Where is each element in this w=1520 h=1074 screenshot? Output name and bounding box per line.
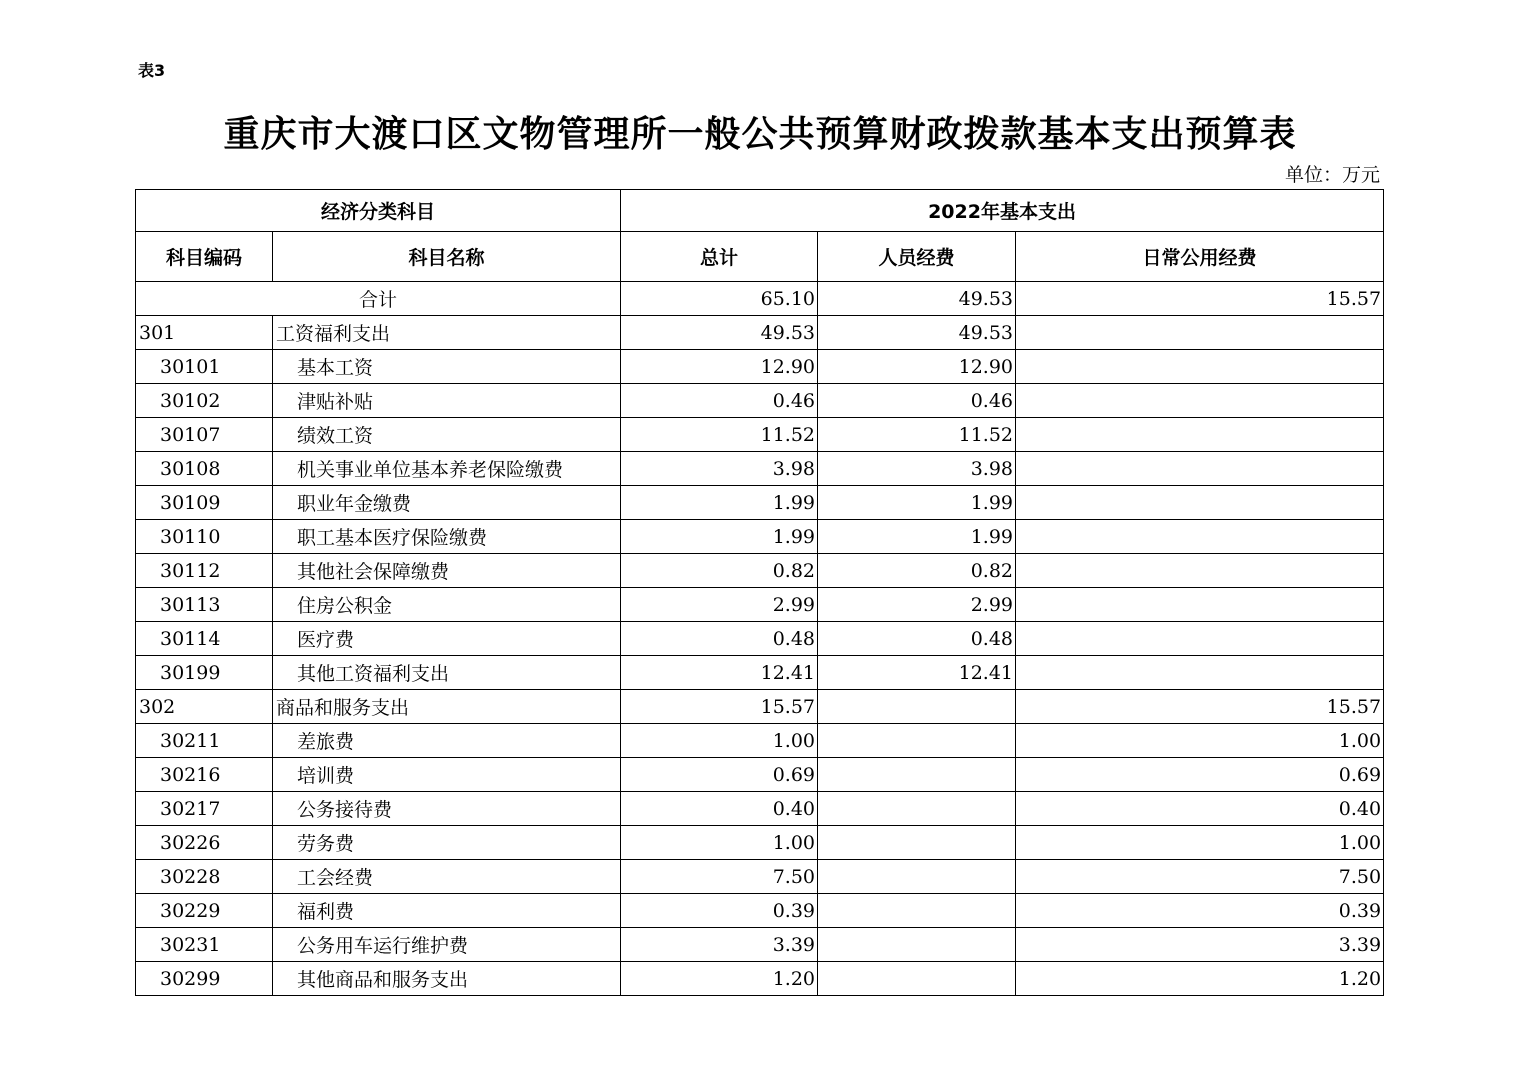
row-public — [1016, 520, 1384, 554]
header-group-row — [136, 190, 1384, 232]
row-code: 301 — [136, 316, 273, 350]
row-total: 15.57 — [621, 690, 818, 724]
row-public: 15.57 — [1016, 690, 1384, 724]
table-row — [136, 418, 1384, 452]
row-personnel: 0.82 — [818, 554, 1016, 588]
row-total: 7.50 — [621, 860, 818, 894]
row-code: 30217 — [136, 792, 273, 826]
row-total: 3.98 — [621, 452, 818, 486]
row-personnel: 1.99 — [818, 520, 1016, 554]
row-code: 302 — [136, 690, 273, 724]
row-name: 职业年金缴费 — [273, 486, 621, 520]
table-row — [136, 690, 1384, 724]
row-code: 30113 — [136, 588, 273, 622]
row-personnel — [818, 758, 1016, 792]
total-total: 65.10 — [621, 282, 818, 316]
row-public: 0.39 — [1016, 894, 1384, 928]
row-name: 福利费 — [273, 894, 621, 928]
table-row — [136, 350, 1384, 384]
row-name: 机关事业单位基本养老保险缴费 — [273, 452, 621, 486]
table-number: 表3 — [138, 61, 166, 80]
row-name: 培训费 — [273, 758, 621, 792]
row-personnel: 0.48 — [818, 622, 1016, 656]
row-personnel: 1.99 — [818, 486, 1016, 520]
header-code: 科目编码 — [136, 232, 273, 282]
row-code: 30229 — [136, 894, 273, 928]
row-code: 30216 — [136, 758, 273, 792]
row-name: 劳务费 — [273, 826, 621, 860]
row-total: 0.46 — [621, 384, 818, 418]
row-total: 0.39 — [621, 894, 818, 928]
row-personnel — [818, 690, 1016, 724]
row-code: 30199 — [136, 656, 273, 690]
row-public: 0.69 — [1016, 758, 1384, 792]
row-public: 1.00 — [1016, 724, 1384, 758]
row-total: 0.40 — [621, 792, 818, 826]
row-public — [1016, 656, 1384, 690]
row-public — [1016, 384, 1384, 418]
row-public: 1.20 — [1016, 962, 1384, 996]
table-row — [136, 520, 1384, 554]
row-name: 商品和服务支出 — [273, 690, 621, 724]
row-code: 30231 — [136, 928, 273, 962]
row-personnel: 49.53 — [818, 316, 1016, 350]
row-public — [1016, 418, 1384, 452]
row-public — [1016, 452, 1384, 486]
row-personnel: 12.41 — [818, 656, 1016, 690]
row-personnel: 2.99 — [818, 588, 1016, 622]
row-name: 差旅费 — [273, 724, 621, 758]
row-code: 30299 — [136, 962, 273, 996]
table-row — [136, 928, 1384, 962]
row-public — [1016, 622, 1384, 656]
row-personnel: 3.98 — [818, 452, 1016, 486]
row-public: 7.50 — [1016, 860, 1384, 894]
row-personnel — [818, 826, 1016, 860]
row-personnel — [818, 928, 1016, 962]
total-public: 15.57 — [1016, 282, 1384, 316]
row-total: 1.00 — [621, 724, 818, 758]
row-personnel — [818, 792, 1016, 826]
row-name: 公务用车运行维护费 — [273, 928, 621, 962]
header-public: 日常公用经费 — [1016, 232, 1384, 282]
row-total: 11.52 — [621, 418, 818, 452]
table-row — [136, 452, 1384, 486]
table-row — [136, 554, 1384, 588]
row-public: 3.39 — [1016, 928, 1384, 962]
header-basic-expenditure: 2022年基本支出 — [621, 190, 1384, 232]
table-row — [136, 486, 1384, 520]
row-total: 1.99 — [621, 486, 818, 520]
row-name: 公务接待费 — [273, 792, 621, 826]
table-row — [136, 724, 1384, 758]
table-row — [136, 792, 1384, 826]
total-label: 合计 — [136, 282, 621, 316]
row-code: 30226 — [136, 826, 273, 860]
row-total: 1.20 — [621, 962, 818, 996]
header-economic-category: 经济分类科目 — [136, 190, 621, 232]
table-row — [136, 860, 1384, 894]
table-row — [136, 384, 1384, 418]
row-personnel — [818, 724, 1016, 758]
row-code: 30112 — [136, 554, 273, 588]
row-code: 30110 — [136, 520, 273, 554]
row-personnel — [818, 860, 1016, 894]
row-total: 1.99 — [621, 520, 818, 554]
row-name: 津贴补贴 — [273, 384, 621, 418]
row-public — [1016, 554, 1384, 588]
header-name: 科目名称 — [273, 232, 621, 282]
row-code: 30108 — [136, 452, 273, 486]
row-total: 3.39 — [621, 928, 818, 962]
row-code: 30228 — [136, 860, 273, 894]
row-total: 0.82 — [621, 554, 818, 588]
page-title: 重庆市大渡口区文物管理所一般公共预算财政拨款基本支出预算表 — [223, 114, 1297, 155]
row-public — [1016, 588, 1384, 622]
row-name: 其他工资福利支出 — [273, 656, 621, 690]
row-code: 30102 — [136, 384, 273, 418]
row-total: 2.99 — [621, 588, 818, 622]
row-name: 工会经费 — [273, 860, 621, 894]
table-row — [136, 656, 1384, 690]
row-name: 工资福利支出 — [273, 316, 621, 350]
table-row — [136, 758, 1384, 792]
row-total: 49.53 — [621, 316, 818, 350]
row-name: 基本工资 — [273, 350, 621, 384]
header-total: 总计 — [621, 232, 818, 282]
table-row — [136, 894, 1384, 928]
table-row — [136, 622, 1384, 656]
header-personnel: 人员经费 — [818, 232, 1016, 282]
table-row — [136, 826, 1384, 860]
table-row — [136, 588, 1384, 622]
row-name: 其他社会保障缴费 — [273, 554, 621, 588]
table-row — [136, 962, 1384, 996]
table-row — [136, 316, 1384, 350]
budget-table — [135, 189, 1384, 996]
row-total: 1.00 — [621, 826, 818, 860]
row-code: 30114 — [136, 622, 273, 656]
total-row — [136, 282, 1384, 316]
header-column-row — [136, 232, 1384, 282]
row-personnel: 11.52 — [818, 418, 1016, 452]
row-name: 住房公积金 — [273, 588, 621, 622]
row-public — [1016, 350, 1384, 384]
row-personnel: 12.90 — [818, 350, 1016, 384]
row-name: 职工基本医疗保险缴费 — [273, 520, 621, 554]
row-code: 30107 — [136, 418, 273, 452]
row-public — [1016, 486, 1384, 520]
row-total: 12.90 — [621, 350, 818, 384]
row-total: 12.41 — [621, 656, 818, 690]
row-name: 医疗费 — [273, 622, 621, 656]
row-code: 30211 — [136, 724, 273, 758]
row-code: 30101 — [136, 350, 273, 384]
row-code: 30109 — [136, 486, 273, 520]
row-personnel — [818, 894, 1016, 928]
row-public: 1.00 — [1016, 826, 1384, 860]
row-personnel: 0.46 — [818, 384, 1016, 418]
row-public: 0.40 — [1016, 792, 1384, 826]
row-name: 其他商品和服务支出 — [273, 962, 621, 996]
row-total: 0.69 — [621, 758, 818, 792]
unit-label: 单位：万元 — [1284, 164, 1380, 186]
row-total: 0.48 — [621, 622, 818, 656]
row-personnel — [818, 962, 1016, 996]
total-personnel: 49.53 — [818, 282, 1016, 316]
row-name: 绩效工资 — [273, 418, 621, 452]
row-public — [1016, 316, 1384, 350]
